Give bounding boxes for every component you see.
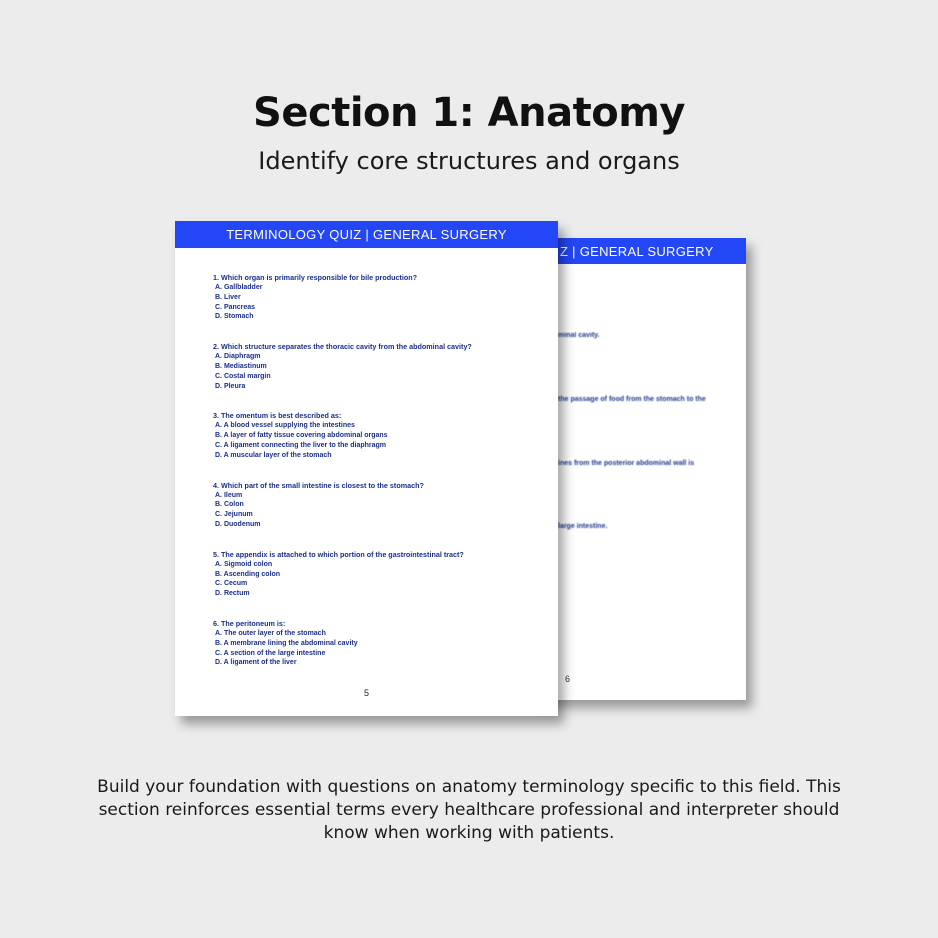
answer-option: A. A blood vessel supplying the intestines	[215, 422, 355, 430]
answer-option: C. Costal margin	[215, 372, 271, 380]
question-text: 3. The omentum is best described as:	[213, 411, 342, 421]
answer-option: B. Ascending colon	[215, 570, 281, 578]
answer-option: B. A membrane lining the abdominal cavity	[215, 639, 358, 647]
answer-option: B. A layer of fatty tissue covering abdominal organs	[215, 432, 388, 440]
answer-option: B. Liver	[215, 293, 241, 301]
quiz-page-front	[175, 221, 558, 716]
answer-option: D. Rectum	[215, 590, 250, 598]
question-item	[213, 550, 543, 599]
answer-option: D. Duodenum	[215, 520, 261, 528]
answer-option: D. A ligament of the liver	[215, 659, 297, 667]
back-text-line: minal cavity.	[558, 332, 600, 339]
section-description: Build your foundation with questions on anatomy terminology specific to this field. This section reinforces essential terms every healthcare professional and interpreter should know when working with patients.	[97, 777, 841, 843]
back-text-line: the passage of food from the stomach to the	[558, 396, 706, 403]
answer-option: D. Pleura	[215, 382, 246, 390]
question-text: 1. Which organ is primarily responsible for bile production?	[213, 273, 418, 282]
answer-option: A. Ileum	[215, 491, 243, 499]
back-text-line: large intestine.	[558, 523, 608, 530]
section-title: Section 1: Anatomy	[253, 90, 685, 136]
answer-option: C. A section of the large intestine	[215, 649, 326, 657]
section-subtitle: Identify core structures and organs	[258, 147, 680, 175]
question-text: 5. The appendix is attached to which portion of the gastrointestinal tract?	[213, 549, 464, 559]
question-item	[213, 619, 543, 668]
page-number-front: 5	[363, 688, 369, 698]
question-item	[213, 481, 543, 530]
question-item	[213, 411, 543, 460]
back-text-line: ines from the posterior abdominal wall is	[558, 460, 695, 467]
question-text: 6. The peritoneum is:	[213, 618, 286, 628]
page-number-back: 6	[565, 674, 571, 684]
answer-option: D. A muscular layer of the stomach	[215, 451, 332, 459]
answer-option: C. Cecum	[215, 580, 248, 588]
answer-option: D. Stomach	[215, 313, 254, 321]
answer-option: A. Gallbladder	[215, 284, 263, 291]
page-header-front: TERMINOLOGY QUIZ | GENERAL SURGERY	[175, 221, 558, 248]
answer-option: A. The outer layer of the stomach	[215, 629, 326, 637]
page-header-back: Z | GENERAL SURGERY	[530, 238, 746, 264]
question-text: 4. Which part of the small intestine is closest to the stomach?	[213, 480, 424, 490]
question-text: 2. Which structure separates the thoracic cavity from the abdominal cavity?	[213, 342, 472, 352]
answer-option: C. A ligament connecting the liver to the diaphragm	[215, 441, 387, 449]
answer-option: C. Jejunum	[215, 511, 253, 519]
answer-option: B. Colon	[215, 501, 244, 509]
quiz-page-back	[530, 238, 746, 700]
question-list	[213, 273, 543, 688]
answer-option: A. Sigmoid colon	[215, 560, 273, 568]
answer-option: C. Pancreas	[215, 303, 256, 311]
answer-option: B. Mediastinum	[215, 362, 267, 370]
answer-option: A. Diaphragm	[215, 353, 261, 361]
question-item	[213, 273, 543, 322]
question-item	[213, 342, 543, 391]
